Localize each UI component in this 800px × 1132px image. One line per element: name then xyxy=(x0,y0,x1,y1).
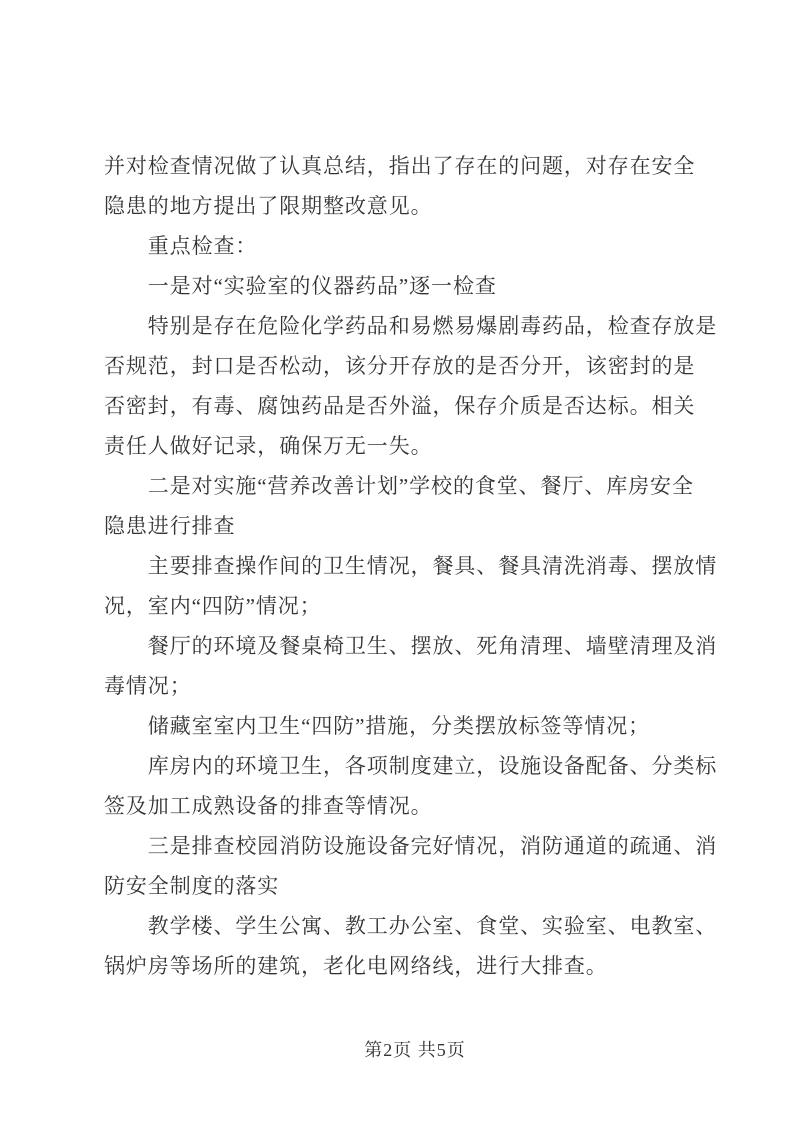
text-line: 主要排查操作间的卫生情况，餐具、餐具清洗消毒、摆放情 xyxy=(104,554,718,578)
text-line: 教学楼、学生公寓、教工办公室、食堂、实验室、电教室、 xyxy=(104,914,718,938)
text-line: 否规范，封口是否松动，该分开存放的是否分开，该密封的是 xyxy=(104,354,696,378)
text-line: 储藏室室内卫生“四防”措施，分类摆放标签等情况； xyxy=(104,714,651,738)
text-line: 二是对实施“营养改善计划”学校的食堂、餐厅、库房安全 xyxy=(104,474,694,498)
text-line: 库房内的环境卫生，各项制度建立，设施设备配备、分类标 xyxy=(104,754,718,778)
text-line: 餐厅的环境及餐桌椅卫生、摆放、死角清理、墙壁清理及消 xyxy=(104,634,718,658)
text-line: 隐患进行排查 xyxy=(104,514,236,538)
text-line: 否密封，有毒、腐蚀药品是否外溢，保存介质是否达标。相关 xyxy=(104,394,696,418)
text-line: 隐患的地方提出了限期整改意见。 xyxy=(104,194,433,218)
text-line: 防安全制度的落实 xyxy=(104,874,280,898)
document-text-block xyxy=(104,146,744,986)
text-line: 特别是存在危险化学药品和易燃易爆剧毒药品，检查存放是 xyxy=(104,314,718,338)
page-number-label: 第2页 共5页 xyxy=(364,1040,466,1060)
text-line: 况，室内“四防”情况； xyxy=(104,594,322,618)
text-line: 重点检查： xyxy=(104,234,258,258)
text-line: 毒情况； xyxy=(104,674,192,698)
text-line: 锅炉房等场所的建筑，老化电网络线，进行大排查。 xyxy=(104,954,608,978)
text-line: 签及加工成熟设备的排查等情况。 xyxy=(104,794,433,818)
text-line: 责任人做好记录，确保万无一失。 xyxy=(104,434,433,458)
page-footer xyxy=(0,1036,800,1062)
text-line: 一是对“实验室的仪器药品”逐一检查 xyxy=(104,274,497,298)
text-line: 并对检查情况做了认真总结，指出了存在的问题，对存在安全 xyxy=(104,154,696,178)
text-line: 三是排查校园消防设施设备完好情况，消防通道的疏通、消 xyxy=(104,834,718,858)
